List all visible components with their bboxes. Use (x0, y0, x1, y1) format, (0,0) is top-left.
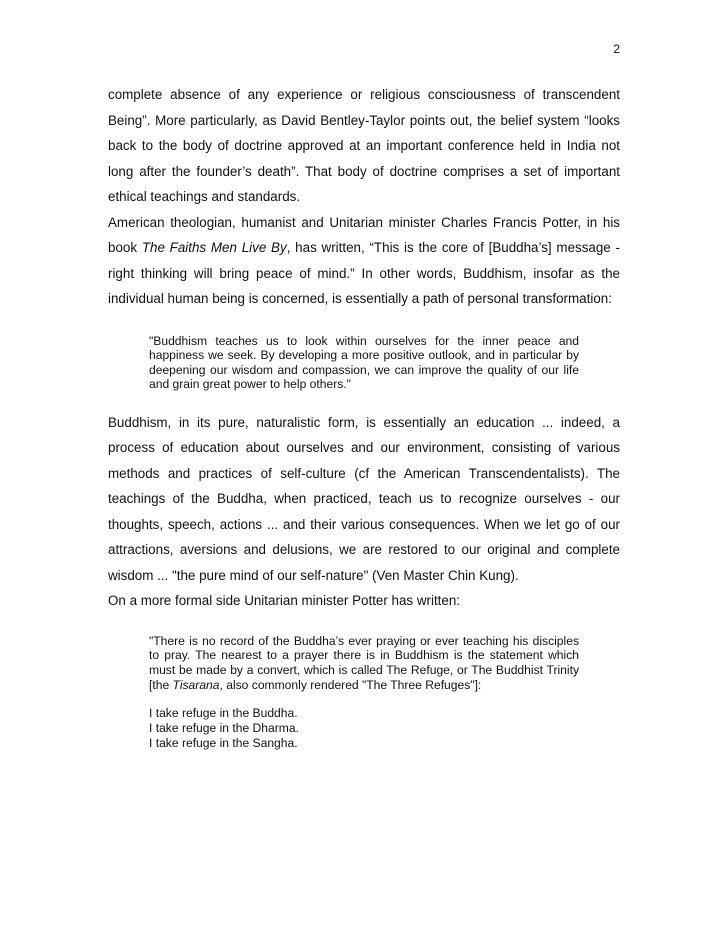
paragraph-2-text-b: , has written, “This is the core of [Buddha’s] message - right thinking will bring peace of mind.” In other words, Buddhism, insofar as the individual human being is concerned, is essentially a path of personal transformation: (108, 240, 620, 306)
block-quote-2 (149, 634, 579, 751)
page-number: 2 (613, 42, 620, 56)
tisarana-term: Tisarana (172, 677, 220, 692)
paragraph-2 (108, 210, 620, 312)
paragraph-3: Buddhism, in its pure, naturalistic form, is essentially an education ... indeed, a process of education about ourselves and our environment, consisting of various methods and practices of self-culture (cf the American Transcendentalists). The teachings of the Buddha, when practiced, teach us to recognize ourselves - our thoughts, speech, actions ... and their various consequences. When we let go of our attractions, aversions and delusions, we are restored to our original and complete wisdom ... "the pure mind of our self-nature" (Ven Master Chin Kung). (108, 414, 620, 583)
refuge-line: I take refuge in the Dharma. (149, 721, 299, 736)
page-content (108, 82, 620, 751)
paragraph-2-text-a: American theologian, humanist and Unitarian minister Charles Francis Potter, in his book (108, 214, 620, 255)
book-title: The Faiths Men Live By (141, 240, 287, 255)
paragraph-1: complete absence of any experience or religious consciousness of transcendent Being”. More particularly, as David Bentley-Taylor points out, the belief system “looks back to the body of doctrine approved at an important conference held in India not long after the founder’s death”. That body of doctrine comprises a set of important ethical teachings and standards. (108, 87, 620, 204)
refuge-line: I take refuge in the Sangha. (149, 735, 298, 750)
refuge-line: I take refuge in the Buddha. (149, 706, 298, 721)
block-quote-1: "Buddhism teaches us to look within ourselves for the inner peace and happiness we seek. By developing a more positive outlook, and in particular by deepening our wisdom and compassion, we can improve the quality of our life and grain great power to help others." (149, 333, 579, 392)
block-quote-2-text-b: , also commonly rendered "The Three Refuges"]: (219, 677, 482, 692)
refuge-lines (149, 706, 579, 750)
block-quote-2-text (149, 634, 579, 692)
block-quote-2-text-a: "There is no record of the Buddha’s ever praying or ever teaching his disciples to pray. The nearest to a prayer there is in Buddhism is the statement which must be made by a convert, which is called The Refuge, or The Buddhist Trinity [the (149, 633, 579, 692)
paragraph-4: On a more formal side Unitarian minister Potter has written: (108, 593, 461, 609)
